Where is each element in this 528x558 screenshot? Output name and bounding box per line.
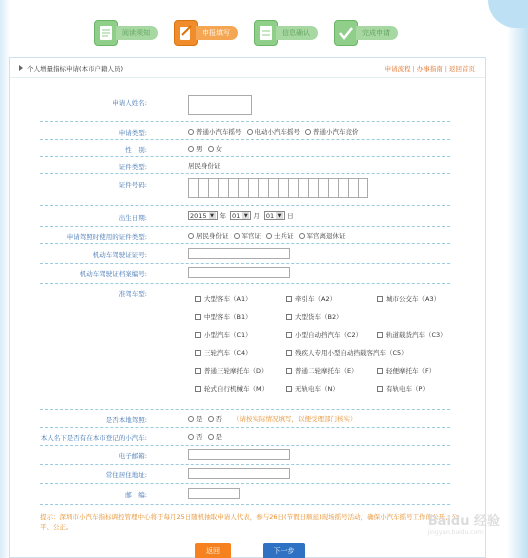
page-title: 个人增量指标申请(本市户籍人员) (27, 65, 124, 73)
header-links: 申请流程 | 办事指南 | 返回首页 (384, 65, 475, 73)
vehicle-class-checkbox[interactable]: 普通二轮摩托车（E） (286, 366, 358, 375)
has-car-no-radio[interactable]: 否 (188, 432, 203, 441)
link-apply-process[interactable]: 申请流程 (384, 65, 411, 73)
document-check-icon (94, 20, 118, 46)
id-number-label: 证件号码: (118, 181, 147, 189)
apply-type-option[interactable]: 普通小汽车摇号 (188, 127, 242, 136)
gender-male-radio[interactable]: 男 (188, 144, 203, 153)
vehicle-class-label: 准驾车型: (118, 290, 147, 298)
chevron-down-icon: ▼ (277, 212, 282, 219)
has-car-label: 本人名下是否有在本市登记的小汽车: (40, 434, 147, 442)
vehicle-class-checkbox[interactable]: 中型客车（B1） (195, 312, 252, 321)
step-label: 阅读须知 (116, 26, 158, 40)
vehicle-class-checkbox[interactable]: 大型客车（A1） (195, 294, 252, 303)
vehicle-class-checkbox[interactable]: 城市公交车（A3） (377, 294, 440, 303)
applicant-name-input[interactable] (188, 95, 252, 115)
apply-type-group (188, 127, 364, 136)
birth-date-group: 2015 ▼ 年 01 ▼ 月 01 ▼ 日 (190, 211, 294, 220)
arrow-right-icon (19, 65, 23, 71)
vehicle-class-checkbox[interactable]: 轨道载货汽车（C3） (377, 330, 447, 339)
address-field[interactable] (188, 468, 290, 479)
step-fill-form (174, 18, 238, 48)
gender-female-radio[interactable]: 女 (208, 144, 223, 153)
local-license-yes-radio[interactable]: 是 (188, 414, 203, 423)
apply-type-option[interactable]: 普通小汽车竞价 (305, 127, 359, 136)
vehicle-class-checkbox[interactable]: 无轨电车（N） (286, 384, 339, 393)
zip-field[interactable] (188, 488, 240, 499)
license-doc-option[interactable]: 居民身份证 (188, 231, 229, 240)
license-doc-option[interactable]: 士兵证 (266, 231, 294, 240)
vehicle-class-checkbox[interactable]: 小型自动挡汽车（C2） (286, 330, 362, 339)
back-button[interactable]: 返回 (195, 543, 231, 558)
gender-label: 性 别: (125, 146, 147, 154)
step-label: 申报填写 (196, 26, 238, 40)
notice-tip: 提示：深圳市小汽车指标调控管理中心将于每月25日随机抽取申请人代表，参与26日(节假日顺延)现场摇号活动，确保小汽车摇号工作的公开、公平、公正。 (40, 513, 459, 531)
applicant-name-label: 申请人姓名: (112, 99, 147, 107)
panel-header (10, 58, 485, 78)
license-doc-option[interactable]: 军官证 (234, 231, 262, 240)
step-label: 信息确认 (276, 26, 318, 40)
birth-year-select[interactable]: 2015 ▼ (188, 211, 218, 220)
vehicle-class-checkbox[interactable]: 轮式自行机械车（M） (195, 384, 268, 393)
chevron-down-icon: ▼ (243, 212, 248, 219)
next-button[interactable]: 下一步 (263, 543, 305, 558)
checkmark-icon (334, 20, 358, 46)
step-complete (334, 18, 398, 48)
zip-label: 邮 编: (125, 491, 147, 499)
progress-steps (94, 18, 454, 48)
gender-group (188, 144, 227, 153)
link-guide[interactable]: 办事指南 (416, 65, 443, 73)
application-panel (9, 57, 486, 558)
local-license-group (188, 414, 357, 423)
watermark-logo: Baidu 经验 jingyan.baidu.com (427, 514, 500, 536)
chevron-down-icon: ▼ (210, 212, 214, 219)
local-license-label: 是否本地驾照: (105, 416, 147, 424)
vehicle-class-checkbox[interactable]: 牵引车（A2） (286, 294, 336, 303)
has-car-group (188, 432, 227, 441)
step-read-notice (94, 18, 158, 48)
birth-month-select[interactable]: 01 ▼ (230, 211, 251, 220)
vehicle-class-checkbox[interactable]: 残疾人专用小型自动挡载客汽车（C5） (286, 348, 408, 357)
id-number-input[interactable] (188, 178, 368, 198)
vehicle-class-checkbox[interactable]: 三轮汽车（C4） (195, 348, 252, 357)
vehicle-class-checkbox[interactable]: 小型汽车（C1） (195, 330, 252, 339)
vehicle-class-checkbox[interactable]: 大型货车（B2） (286, 312, 343, 321)
birth-day-select[interactable]: 01 ▼ (264, 211, 285, 220)
license-doc-label: 申请驾照时使用的证件类型: (66, 233, 147, 241)
step-confirm-info (254, 18, 318, 48)
license-doc-group (188, 231, 351, 240)
step-label: 完成申请 (356, 26, 398, 40)
license-file-label: 机动车驾驶证档案编号: (79, 270, 147, 278)
email-field[interactable] (188, 449, 290, 460)
vehicle-class-checkbox[interactable]: 轻便摩托车（F） (377, 366, 435, 375)
email-label: 电子邮箱: (118, 452, 147, 460)
apply-type-option[interactable]: 电动小汽车摇号 (247, 127, 301, 136)
license-number-label: 机动车驾驶证证号: (92, 251, 147, 259)
id-type-value: 居民身份证 (188, 162, 221, 170)
id-type-label: 证件类型: (118, 163, 147, 171)
license-file-input[interactable] (188, 267, 290, 278)
birth-date-label: 出生日期: (118, 214, 147, 222)
license-doc-option[interactable]: 军官离退休证 (299, 231, 346, 240)
confirm-list-icon (254, 20, 278, 46)
pencil-form-icon (174, 20, 198, 46)
apply-type-label: 申请类型: (118, 129, 147, 137)
local-license-note: （请按实际情况填写，以便受理部门核实） (233, 415, 357, 423)
address-label: 常住居住地址: (105, 471, 147, 479)
has-car-yes-radio[interactable]: 是 (208, 432, 223, 441)
vehicle-class-checkbox[interactable]: 普通三轮摩托车（D） (195, 366, 268, 375)
license-number-input[interactable] (188, 248, 290, 259)
corner-decoration (488, 0, 528, 28)
link-home[interactable]: 返回首页 (449, 65, 475, 73)
local-license-no-radio[interactable]: 否 (208, 414, 223, 423)
vehicle-class-checkbox[interactable]: 有轨电车（P） (377, 384, 429, 393)
